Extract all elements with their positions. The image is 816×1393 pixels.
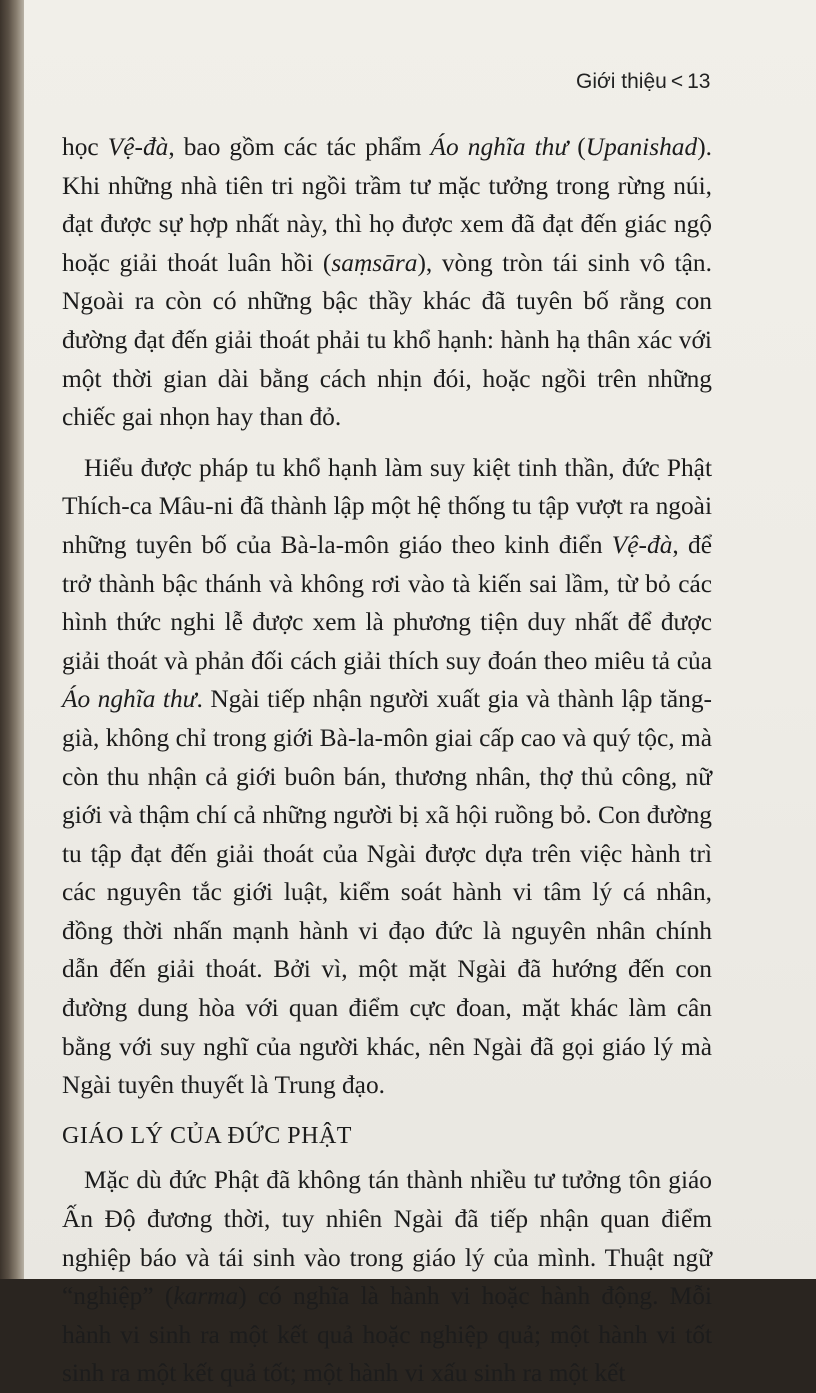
text-run-italic: Áo nghĩa thư [62, 685, 197, 714]
text-run: ) có nghĩa là hành vi hoặc hành động. Mỗi hành vi sinh ra một kết quả hoặc nghiệp quả; một hành vi tốt sinh ra một kết quả tốt; một hành vi xấu sinh ra một kết [62, 1282, 712, 1388]
section-title: Giới thiệu [576, 70, 667, 93]
text-run: ). Khi những nhà tiên tri ngồi trầm tư mặc tưởng trong rừng núi, đạt được sự hợp nhất này, thì họ được xem đã đạt đến giác ngộ hoặc giải thoát luân hồi ( [62, 133, 712, 277]
text-run: ), vòng tròn tái sinh vô tận. Ngoài ra còn có những bậc thầy khác đã tuyên bố rằng con đường đạt đến giải thoát phải tu khổ hạnh: hành hạ thân xác với một thời gian dài bằng cách nhịn đói, hoặc ngồi trên những chiếc gai nhọn hay than đỏ. [62, 248, 712, 432]
text-run-italic: karma [173, 1282, 239, 1311]
text-run: . Ngài tiếp nhận người xuất gia và thành lập tăng-già, không chỉ trong giới Bà-la-môn giai cấp cao và quý tộc, mà còn thu nhận cả giới buôn bán, thương nhân, thợ thủ công, nữ giới và thậm chí cả những người bị xã hội ruồng bỏ. Con đường tu tập đạt đến giải thoát của Ngài được dựa trên việc hành trì các nguyên tắc giới luật, kiểm soát hành vi tâm lý cá nhân, đồng thời nhấn mạnh hành vi đạo đức là nguyên nhân chính dẫn đến giải thoát. Bởi vì, một mặt Ngài đã hướng đến con đường dung hòa với quan điểm cực đoan, mặt khác làm cân bằng với suy nghĩ của người khác, nên Ngài đã gọi giáo lý mà Ngài tuyên thuyết là Trung đạo. [62, 685, 712, 1100]
paragraph-2 [62, 449, 712, 1105]
text-run: Hiểu được pháp tu khổ hạnh làm suy kiệt tinh thần, đức Phật Thích-ca Mâu-ni đã thành lập một hệ thống tu tập vượt ra ngoài những tuyên bố của Bà-la-môn giáo theo kinh điển [62, 453, 712, 559]
text-run-italic: Vệ-đà [611, 530, 673, 559]
text-run: , để trở thành bậc thánh và không rơi vào tà kiến sai lầm, từ bỏ các hình thức nghi lễ được xem là phương tiện duy nhất để được giải thoát và phản đối cách giải thích suy đoán theo miêu tả của [62, 530, 712, 675]
paragraph-1 [62, 128, 712, 437]
page-number: 13 [687, 70, 711, 93]
text-run: ( [568, 133, 586, 161]
section-heading: GIÁO LÝ CỦA ĐỨC PHẬT [62, 1122, 352, 1149]
text-run: , bao gồm các tác phẩm [168, 133, 431, 161]
text-run-italic: Vệ-đà [107, 133, 169, 161]
book-spine-edge [0, 0, 24, 1279]
running-header [576, 70, 776, 102]
text-run-italic: saṃsāra [331, 248, 418, 277]
text-run: học [62, 133, 108, 161]
text-run-italic: Upanishad [585, 133, 698, 161]
body-text [62, 128, 712, 1393]
book-page [24, 0, 816, 1388]
text-run: Mặc dù đức Phật đã không tán thành nhiều tư tưởng tôn giáo Ấn Độ đương thời, tuy nhiên Ngài đã tiếp nhận quan điểm nghiệp báo và tái sinh vào trong giáo lý của mình. Thuật ngữ “nghiệp” ( [62, 1166, 712, 1311]
paragraph-3 [62, 1161, 712, 1393]
header-arrow: < [670, 70, 684, 93]
text-run-italic: Áo nghĩa thư [430, 133, 569, 161]
